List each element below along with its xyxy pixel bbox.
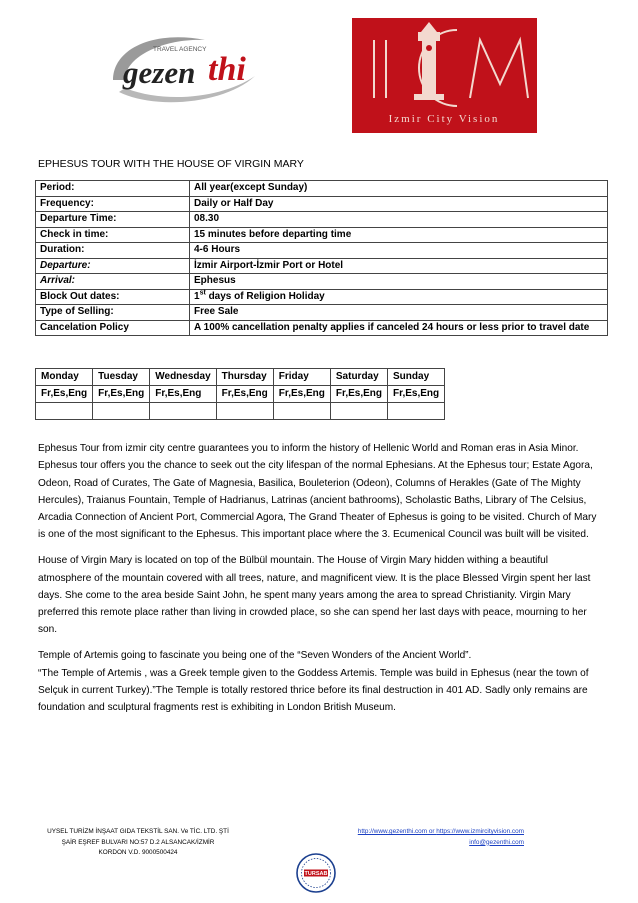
empty-cell [36,403,93,420]
info-value: Daily or Half Day [190,196,608,212]
page-title: EPHESUS TOUR WITH THE HOUSE OF VIRGIN MARY [38,158,304,170]
company-address [38,827,238,859]
company-tax-office: KORDON V.D. 9000500424 [98,849,178,856]
day-header: Friday [273,369,330,386]
info-row [36,212,608,228]
info-row [36,305,608,321]
info-value: 4-6 Hours [190,243,608,259]
website-links [300,827,524,838]
logo-tagline: TRAVEL AGENCY [153,46,207,53]
info-value: 15 minutes before departing time [190,227,608,243]
gezenthi-logo [95,18,270,113]
info-value: All year(except Sunday) [190,181,608,197]
info-row [36,227,608,243]
info-label: Departure: [36,258,190,274]
company-name: UYSEL TURİZM İNŞAAT GIDA TEKSTİL SAN. Ve TİC. LTD. ŞTİ [47,828,229,835]
info-value: 08.30 [190,212,608,228]
day-language: Fr,Es,Eng [330,386,387,403]
info-label: Duration: [36,243,190,259]
info-row [36,289,608,305]
email-link[interactable]: info@gezenthi.com [469,838,524,846]
day-header: Thursday [216,369,273,386]
empty-cell [93,403,150,420]
company-street: ŞAİR EŞREF BULVARI NO:57 D.2 ALSANCAK/İZMİR [61,838,215,846]
website-link-izmircityvision[interactable]: https://www.izmircityvision.com [436,828,524,835]
izmir-city-vision-graphic [352,18,537,133]
tursab-badge-icon [296,853,336,893]
info-label: Cancelation Policy [36,320,190,336]
empty-cell [216,403,273,420]
info-row [36,181,608,197]
empty-cell [330,403,387,420]
day-language: Fr,Es,Eng [36,386,93,403]
tour-description [38,440,604,725]
empty-cell [388,403,445,420]
tursab-badge [296,853,336,893]
day-language: Fr,Es,Eng [150,386,216,403]
day-header: Sunday [388,369,445,386]
paragraph-artemis-line1: Temple of Artemis going to fascinate you being one of the “Seven Wonders of the Ancient World”. [38,650,472,662]
logo-brand-a: gezen [123,55,196,90]
empty-cell [273,403,330,420]
info-label: Frequency: [36,196,190,212]
website-link-separator: or [427,828,437,835]
info-row [36,258,608,274]
day-language: Fr,Es,Eng [388,386,445,403]
info-label: Departure Time: [36,212,190,228]
paragraph-ephesus: Ephesus Tour from izmir city centre guarantees you to inform the history of Hellenic World and Roman eras in Asia Minor. Ephesus tour offers you the chance to seek out the city lifespan of the normal Ephesians. At the Ephesus tour; Estate Agora, Odeon, Road of Curates, The Gate of Magnesia, Basilica, Bouleterion (Odeon), Columns of Herakles (Gate of The Mighty Hercules), Traianus Fountain, Temple of Hadrianus, Latrinas (ancient bathrooms), Scholastic Baths, Library of The Celsius, Arcadia Connection of Ancient Port, Commercial Agora, The Grand Theater of Ephesus is going to be visited. Church of Mary is one of the most significant to the Ephesus. This important place where the 3. Ecumenical Council was built will be visited. [38,443,597,541]
logo-brand-b: thi [208,51,246,88]
day-language: Fr,Es,Eng [93,386,150,403]
gezenthi-logo-graphic [95,18,270,113]
info-label: Check in time: [36,227,190,243]
info-value: Free Sale [190,305,608,321]
tour-info-table [35,180,608,336]
info-row [36,243,608,259]
paragraph-artemis-line2: “The Temple of Artemis , was a Greek temple given to the Goddess Artemis. Temple was build in Ephesus (near the town of Selçuk in current Turkey).”The Temple is totally restored thrice before its final destruction in 401 AD. Sadly only remains are foundation and sculptural fragments rest is exhibiting in London British Museum. [38,667,589,714]
empty-row [36,403,445,420]
info-value-rest: days of Religion Holiday [205,290,325,302]
day-header: Wednesday [150,369,216,386]
info-value-suffix: st [199,289,206,297]
info-row [36,320,608,336]
info-label: Period: [36,181,190,197]
info-value-number: 1 [194,290,200,302]
info-row [36,196,608,212]
contact-links [300,827,524,848]
weekly-schedule-table [35,368,445,420]
logo-caption: Izmir City Vision [388,113,500,125]
day-header: Saturday [330,369,387,386]
info-value: İzmir Airport-İzmir Port or Hotel [190,258,608,274]
day-header: Monday [36,369,93,386]
info-value: Ephesus [190,274,608,290]
language-row [36,386,445,403]
info-label: Block Out dates: [36,289,190,305]
day-header-row [36,369,445,386]
paragraph-virgin-mary: House of Virgin Mary is located on top of the Bülbül mountain. The House of Virgin Mary hidden withing a beautiful atmosphere of the mountain covered with all trees, nature, and magnificent view. It is the place Blessed Virgin spent her last days. She come to the area beside Saint John, he spent many years among the area to spread Christianity. Virgin Mary preferred this remote place rather than living in crowded place, so she can spend her last days with peace, mourning to her son. [38,555,591,636]
izmir-city-vision-logo [352,18,537,133]
paragraph-artemis [38,647,604,716]
day-header: Tuesday [93,369,150,386]
day-language: Fr,Es,Eng [216,386,273,403]
info-value [190,289,608,305]
info-value: A 100% cancellation penalty applies if canceled 24 hours or less prior to travel date [190,320,608,336]
info-label: Arrival: [36,274,190,290]
day-language: Fr,Es,Eng [273,386,330,403]
info-row [36,274,608,290]
tursab-badge-text: TURSAB [304,871,328,877]
website-link-gezenthi[interactable]: http://www.gezenthi.com [357,828,428,835]
empty-cell [150,403,216,420]
info-label: Type of Selling: [36,305,190,321]
